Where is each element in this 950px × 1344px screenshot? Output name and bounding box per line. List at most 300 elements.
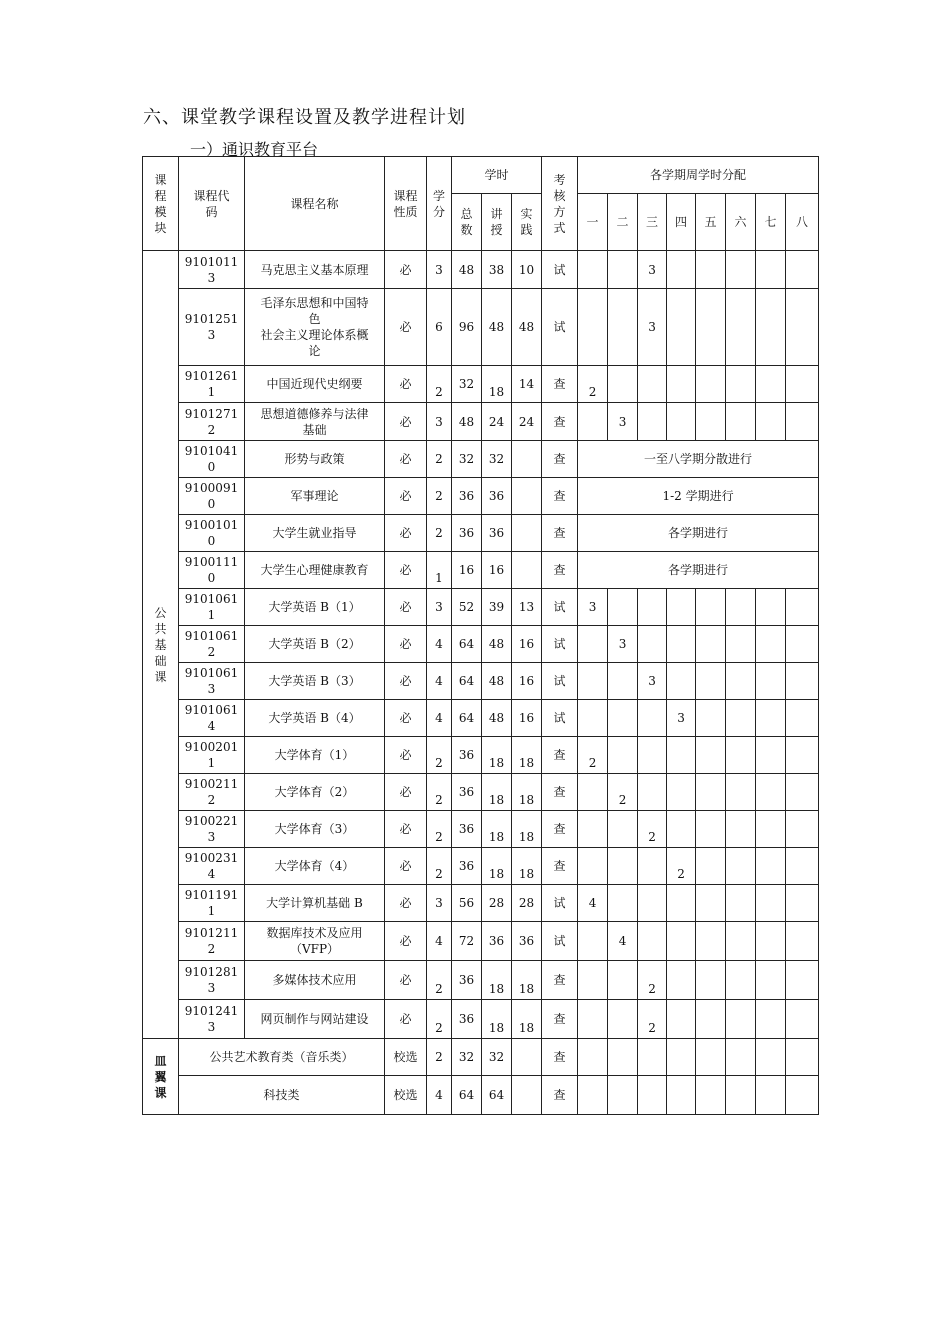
semester-5-hours: [696, 1039, 726, 1076]
course-credit: 2: [427, 848, 452, 885]
exam-type: 试: [542, 663, 578, 700]
header-row-1: [143, 157, 819, 194]
elective-category: 公共艺术教育类（音乐类）: [179, 1039, 385, 1076]
course-credit: 2: [427, 441, 452, 478]
course-code: 9101261 1: [179, 366, 245, 403]
semester-2-hours: 2: [608, 774, 638, 811]
header-semester-8: 八: [786, 194, 819, 251]
course-credit: 6: [427, 289, 452, 366]
course-name: 大学英语 B（4）: [245, 700, 385, 737]
table-row: [143, 774, 819, 811]
hours-practice: 16: [512, 700, 542, 737]
course-credit: 2: [427, 811, 452, 848]
semester-6-hours: [726, 737, 756, 774]
semester-7-hours: [756, 848, 786, 885]
semester-5-hours: [696, 774, 726, 811]
semester-3-hours: [638, 848, 667, 885]
course-nature: 必: [385, 811, 427, 848]
header-exam: 考 核 方 式: [542, 157, 578, 251]
hours-practice: 28: [512, 885, 542, 922]
course-nature: 必: [385, 289, 427, 366]
semester-2-hours: [608, 366, 638, 403]
semester-1-hours: [578, 626, 608, 663]
hours-practice: 18: [512, 961, 542, 1000]
hours-lecture: 24: [482, 403, 512, 441]
hours-practice: 13: [512, 589, 542, 626]
semester-5-hours: [696, 589, 726, 626]
course-credit: 2: [427, 1039, 452, 1076]
hours-lecture: 48: [482, 626, 512, 663]
course-name: 大学英语 B（2）: [245, 626, 385, 663]
hours-lecture: 36: [482, 478, 512, 515]
hours-total: 32: [452, 441, 482, 478]
semester-6-hours: [726, 663, 756, 700]
table-row: [143, 1000, 819, 1039]
semester-4-hours: [667, 403, 696, 441]
semester-3-hours: 2: [638, 961, 667, 1000]
semester-3-hours: [638, 737, 667, 774]
semester-5-hours: [696, 885, 726, 922]
semester-1-hours: [578, 251, 608, 289]
hours-total: 64: [452, 663, 482, 700]
semester-8-hours: [786, 403, 819, 441]
exam-type: 查: [542, 1039, 578, 1076]
semester-7-hours: [756, 811, 786, 848]
semester-4-hours: [667, 737, 696, 774]
hours-total: 36: [452, 1000, 482, 1039]
semester-3-hours: [638, 774, 667, 811]
module-public-basic: 公 共 基 础 课: [143, 251, 179, 1039]
hours-lecture: 18: [482, 1000, 512, 1039]
semester-6-hours: [726, 885, 756, 922]
course-code: 9100211 2: [179, 774, 245, 811]
hours-total: 36: [452, 961, 482, 1000]
course-name: 毛泽东思想和中国特 色 社会主义理论体系概 论: [245, 289, 385, 366]
hours-lecture: 18: [482, 737, 512, 774]
course-nature: 必: [385, 848, 427, 885]
semester-3-hours: 3: [638, 663, 667, 700]
course-credit: 3: [427, 885, 452, 922]
semester-4-hours: [667, 663, 696, 700]
header-semester-2: 二: [608, 194, 638, 251]
course-nature: 必: [385, 366, 427, 403]
semester-8-hours: [786, 922, 819, 961]
hours-practice: 24: [512, 403, 542, 441]
semester-3-hours: [638, 589, 667, 626]
header-name: 课程名称: [245, 157, 385, 251]
semester-4-hours: [667, 251, 696, 289]
hours-total: 64: [452, 700, 482, 737]
header-lecture: 讲 授: [482, 194, 512, 251]
semester-3-hours: [638, 366, 667, 403]
semester-2-hours: [608, 811, 638, 848]
semester-1-hours: [578, 922, 608, 961]
exam-type: 查: [542, 515, 578, 552]
course-name: 形势与政策: [245, 441, 385, 478]
hours-total: 36: [452, 811, 482, 848]
course-code: 9100111 0: [179, 552, 245, 589]
elective-category: 科技类: [179, 1076, 385, 1115]
course-name: 网页制作与网站建设: [245, 1000, 385, 1039]
table-row: [143, 848, 819, 885]
hours-practice: 18: [512, 737, 542, 774]
exam-type: 查: [542, 478, 578, 515]
semester-4-hours: [667, 774, 696, 811]
course-nature: 校选: [385, 1039, 427, 1076]
page-title: 六、课堂教学课程设置及教学进程计划: [143, 107, 466, 128]
course-code: 9101061 4: [179, 700, 245, 737]
course-name: 大学体育（1）: [245, 737, 385, 774]
semester-1-hours: [578, 961, 608, 1000]
hours-lecture: 32: [482, 1039, 512, 1076]
course-credit: 3: [427, 403, 452, 441]
hours-total: 64: [452, 626, 482, 663]
course-name: 多媒体技术应用: [245, 961, 385, 1000]
table-row: [143, 441, 819, 478]
semester-4-hours: [667, 589, 696, 626]
semester-2-hours: [608, 885, 638, 922]
hours-total: 48: [452, 403, 482, 441]
hours-lecture: 48: [482, 700, 512, 737]
course-name: 大学体育（4）: [245, 848, 385, 885]
course-name: 大学计算机基础 B: [245, 885, 385, 922]
semester-8-hours: [786, 737, 819, 774]
course-name: 大学英语 B（3）: [245, 663, 385, 700]
exam-type: 查: [542, 774, 578, 811]
exam-type: 试: [542, 700, 578, 737]
course-code: 9100101 0: [179, 515, 245, 552]
course-name: 数据库技术及应用 （VFP）: [245, 922, 385, 961]
table-row: [143, 403, 819, 441]
hours-practice: 48: [512, 289, 542, 366]
header-hours: 学时: [452, 157, 542, 194]
semester-2-hours: [608, 589, 638, 626]
semester-4-hours: [667, 1076, 696, 1115]
hours-lecture: 36: [482, 922, 512, 961]
semester-8-hours: [786, 1076, 819, 1115]
hours-total: 72: [452, 922, 482, 961]
exam-type: 查: [542, 737, 578, 774]
course-code: 9101281 3: [179, 961, 245, 1000]
semester-2-hours: [608, 289, 638, 366]
hours-total: 32: [452, 1039, 482, 1076]
semester-4-hours: [667, 885, 696, 922]
course-name: 中国近现代史纲要: [245, 366, 385, 403]
semester-6-hours: [726, 1000, 756, 1039]
semester-1-hours: [578, 1076, 608, 1115]
header-practice: 实 践: [512, 194, 542, 251]
semester-3-hours: [638, 626, 667, 663]
semester-6-hours: [726, 403, 756, 441]
semester-4-hours: [667, 811, 696, 848]
table-row: [143, 922, 819, 961]
table-row: [143, 1039, 819, 1076]
header-semester-4: 四: [667, 194, 696, 251]
module-elective: 皿 翼 课: [143, 1039, 179, 1115]
semester-8-hours: [786, 663, 819, 700]
semester-5-hours: [696, 366, 726, 403]
course-code: 9101271 2: [179, 403, 245, 441]
hours-total: 32: [452, 366, 482, 403]
semester-8-hours: [786, 848, 819, 885]
semester-5-hours: [696, 289, 726, 366]
hours-practice: 16: [512, 626, 542, 663]
course-name: 大学生就业指导: [245, 515, 385, 552]
semester-1-hours: [578, 848, 608, 885]
hours-practice: [512, 552, 542, 589]
semester-span-note: 一至八学期分散进行: [578, 441, 819, 478]
semester-2-hours: [608, 700, 638, 737]
semester-8-hours: [786, 961, 819, 1000]
course-nature: 必: [385, 1000, 427, 1039]
exam-type: 查: [542, 961, 578, 1000]
semester-7-hours: [756, 1039, 786, 1076]
semester-7-hours: [756, 403, 786, 441]
hours-lecture: 18: [482, 848, 512, 885]
table-row: [143, 515, 819, 552]
course-nature: 必: [385, 774, 427, 811]
semester-6-hours: [726, 366, 756, 403]
hours-lecture: 18: [482, 366, 512, 403]
semester-1-hours: [578, 811, 608, 848]
hours-practice: [512, 515, 542, 552]
course-credit: 4: [427, 626, 452, 663]
hours-practice: [512, 478, 542, 515]
course-credit: 4: [427, 922, 452, 961]
course-name: 马克思主义基本原理: [245, 251, 385, 289]
hours-practice: 36: [512, 922, 542, 961]
course-plan-table: [142, 156, 819, 1115]
course-nature: 必: [385, 700, 427, 737]
course-nature: 必: [385, 552, 427, 589]
course-credit: 4: [427, 1076, 452, 1115]
semester-7-hours: [756, 922, 786, 961]
semester-5-hours: [696, 1000, 726, 1039]
semester-2-hours: [608, 848, 638, 885]
course-nature: 必: [385, 515, 427, 552]
semester-3-hours: 2: [638, 811, 667, 848]
exam-type: 查: [542, 848, 578, 885]
semester-6-hours: [726, 811, 756, 848]
course-code: 9101191 1: [179, 885, 245, 922]
course-code: 9101011 3: [179, 251, 245, 289]
semester-4-hours: [667, 366, 696, 403]
semester-1-hours: [578, 403, 608, 441]
semester-5-hours: [696, 811, 726, 848]
hours-practice: 14: [512, 366, 542, 403]
exam-type: 试: [542, 885, 578, 922]
exam-type: 试: [542, 251, 578, 289]
course-credit: 2: [427, 737, 452, 774]
semester-3-hours: [638, 885, 667, 922]
semester-6-hours: [726, 700, 756, 737]
semester-1-hours: 3: [578, 589, 608, 626]
hours-lecture: 48: [482, 289, 512, 366]
semester-1-hours: [578, 774, 608, 811]
hours-practice: [512, 441, 542, 478]
header-module: 课 程 模 块: [143, 157, 179, 251]
hours-lecture: 48: [482, 663, 512, 700]
header-semester-5: 五: [696, 194, 726, 251]
semester-8-hours: [786, 700, 819, 737]
hours-total: 56: [452, 885, 482, 922]
section-subtitle: 一）通识教育平台: [190, 140, 319, 159]
hours-total: 36: [452, 737, 482, 774]
semester-6-hours: [726, 961, 756, 1000]
exam-type: 试: [542, 589, 578, 626]
course-credit: 2: [427, 366, 452, 403]
header-credit: 学 分: [427, 157, 452, 251]
hours-total: 16: [452, 552, 482, 589]
semester-2-hours: [608, 1000, 638, 1039]
semester-7-hours: [756, 961, 786, 1000]
semester-3-hours: 3: [638, 289, 667, 366]
hours-total: 64: [452, 1076, 482, 1115]
semester-4-hours: [667, 1039, 696, 1076]
exam-type: 查: [542, 1000, 578, 1039]
hours-lecture: 28: [482, 885, 512, 922]
hours-practice: [512, 1039, 542, 1076]
exam-type: 查: [542, 441, 578, 478]
semester-8-hours: [786, 811, 819, 848]
exam-type: 查: [542, 366, 578, 403]
table-row: [143, 289, 819, 366]
semester-7-hours: [756, 251, 786, 289]
semester-4-hours: [667, 289, 696, 366]
semester-8-hours: [786, 289, 819, 366]
hours-lecture: 32: [482, 441, 512, 478]
semester-1-hours: [578, 1000, 608, 1039]
semester-6-hours: [726, 1039, 756, 1076]
course-nature: 必: [385, 251, 427, 289]
header-semester-group: 各学期周学时分配: [578, 157, 819, 194]
hours-total: 48: [452, 251, 482, 289]
semester-4-hours: [667, 1000, 696, 1039]
semester-7-hours: [756, 700, 786, 737]
semester-8-hours: [786, 774, 819, 811]
course-nature: 必: [385, 737, 427, 774]
semester-1-hours: [578, 700, 608, 737]
semester-6-hours: [726, 251, 756, 289]
table-row: [143, 251, 819, 289]
semester-8-hours: [786, 251, 819, 289]
course-nature: 校选: [385, 1076, 427, 1115]
course-code: 9101251 3: [179, 289, 245, 366]
hours-total: 36: [452, 774, 482, 811]
course-code: 9101061 1: [179, 589, 245, 626]
hours-lecture: 36: [482, 515, 512, 552]
semester-8-hours: [786, 1039, 819, 1076]
exam-type: 查: [542, 1076, 578, 1115]
semester-span-note: 1-2 学期进行: [578, 478, 819, 515]
course-credit: 2: [427, 774, 452, 811]
semester-5-hours: [696, 848, 726, 885]
header-total: 总 数: [452, 194, 482, 251]
course-credit: 2: [427, 1000, 452, 1039]
course-credit: 3: [427, 589, 452, 626]
table-row: [143, 961, 819, 1000]
course-name: 大学体育（3）: [245, 811, 385, 848]
semester-3-hours: [638, 403, 667, 441]
semester-3-hours: [638, 1039, 667, 1076]
semester-1-hours: 2: [578, 366, 608, 403]
semester-2-hours: [608, 737, 638, 774]
course-nature: 必: [385, 663, 427, 700]
header-nature: 课程 性质: [385, 157, 427, 251]
semester-3-hours: [638, 700, 667, 737]
course-name: 军事理论: [245, 478, 385, 515]
semester-5-hours: [696, 700, 726, 737]
hours-practice: 16: [512, 663, 542, 700]
semester-8-hours: [786, 1000, 819, 1039]
semester-2-hours: [608, 1039, 638, 1076]
table-row: [143, 626, 819, 663]
semester-2-hours: [608, 251, 638, 289]
semester-4-hours: 2: [667, 848, 696, 885]
semester-7-hours: [756, 663, 786, 700]
course-credit: 2: [427, 961, 452, 1000]
semester-2-hours: 4: [608, 922, 638, 961]
table-row: [143, 737, 819, 774]
hours-practice: 18: [512, 774, 542, 811]
course-credit: 3: [427, 251, 452, 289]
hours-practice: 18: [512, 1000, 542, 1039]
table-row: [143, 700, 819, 737]
course-code: 9100231 4: [179, 848, 245, 885]
course-name: 大学生心理健康教育: [245, 552, 385, 589]
semester-1-hours: [578, 663, 608, 700]
hours-practice: [512, 1076, 542, 1115]
semester-span-note: 各学期进行: [578, 552, 819, 589]
exam-type: 查: [542, 403, 578, 441]
hours-lecture: 38: [482, 251, 512, 289]
semester-7-hours: [756, 1076, 786, 1115]
semester-7-hours: [756, 737, 786, 774]
semester-5-hours: [696, 737, 726, 774]
exam-type: 试: [542, 922, 578, 961]
semester-5-hours: [696, 251, 726, 289]
semester-span-note: 各学期进行: [578, 515, 819, 552]
semester-4-hours: [667, 961, 696, 1000]
hours-total: 96: [452, 289, 482, 366]
semester-3-hours: 3: [638, 251, 667, 289]
course-nature: 必: [385, 961, 427, 1000]
semester-5-hours: [696, 922, 726, 961]
header-semester-3: 三: [638, 194, 667, 251]
course-nature: 必: [385, 922, 427, 961]
semester-3-hours: [638, 1076, 667, 1115]
semester-7-hours: [756, 366, 786, 403]
course-code: 9100091 0: [179, 478, 245, 515]
semester-5-hours: [696, 663, 726, 700]
semester-5-hours: [696, 403, 726, 441]
semester-6-hours: [726, 289, 756, 366]
semester-6-hours: [726, 848, 756, 885]
course-credit: 2: [427, 478, 452, 515]
hours-total: 52: [452, 589, 482, 626]
semester-6-hours: [726, 922, 756, 961]
semester-6-hours: [726, 589, 756, 626]
hours-lecture: 64: [482, 1076, 512, 1115]
semester-2-hours: 3: [608, 403, 638, 441]
course-code: 9101211 2: [179, 922, 245, 961]
hours-total: 36: [452, 848, 482, 885]
course-credit: 4: [427, 700, 452, 737]
semester-7-hours: [756, 1000, 786, 1039]
semester-4-hours: 3: [667, 700, 696, 737]
semester-2-hours: [608, 961, 638, 1000]
hours-practice: 18: [512, 811, 542, 848]
